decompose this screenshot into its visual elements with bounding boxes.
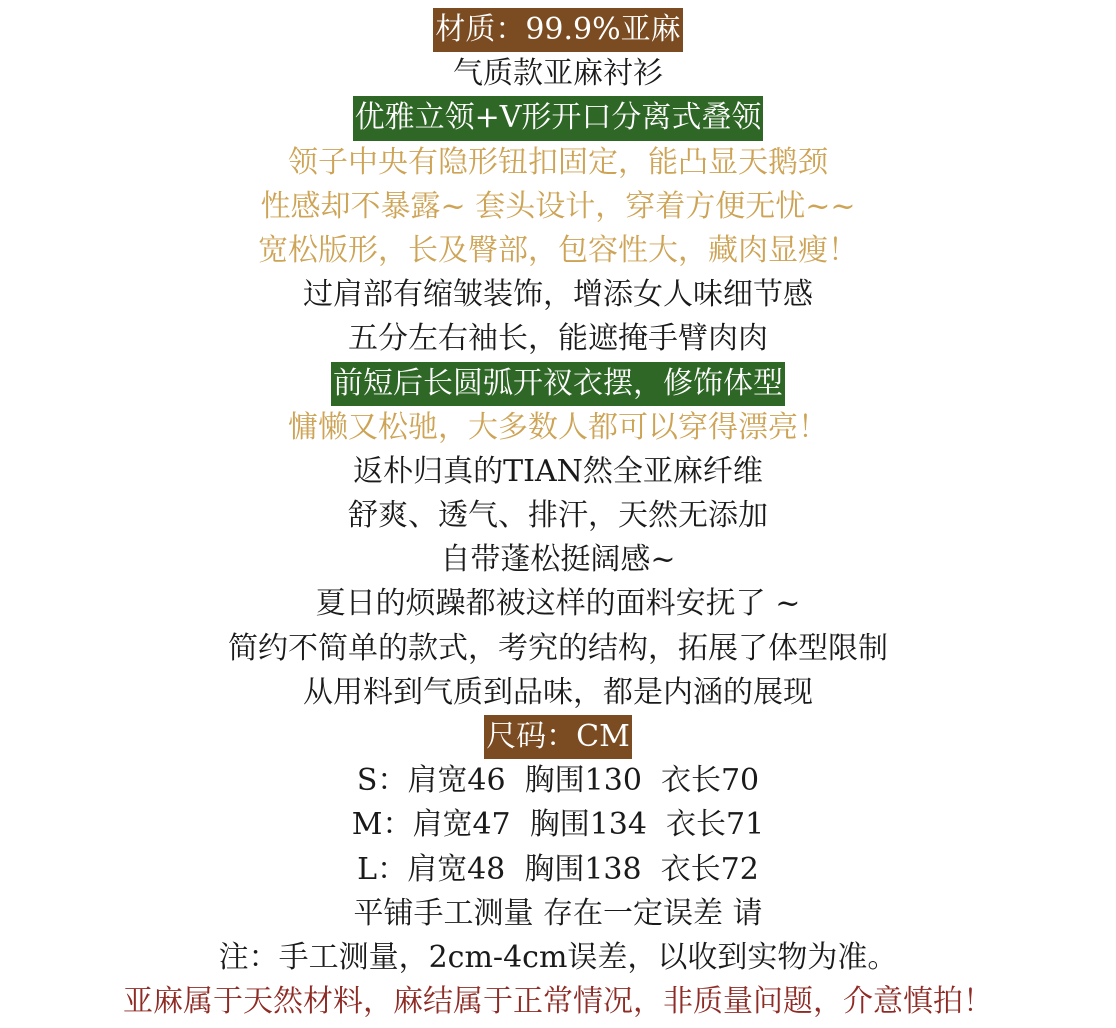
fabric-line-2: 舒爽、透气、排汗，天然无添加 [348, 498, 768, 534]
material-heading: 材质：99.9%亚麻 [0, 8, 1116, 52]
error-note: 注：手工测量，2cm-4cm误差，以收到实物为准。 [218, 939, 898, 975]
measurement-note: 平铺手工测量 存在一定误差 请 [353, 895, 763, 931]
style-line-2: 从用料到气质到品味，都是内涵的展现 [303, 674, 813, 710]
size-row-s: S：肩宽46 胸围130 衣长70 [356, 763, 760, 799]
collar-heading: 优雅立领+V形开口分离式叠领 [0, 96, 1116, 140]
linen-disclaimer: 亚麻属于天然材料，麻结属于正常情况，非质量问题，介意慎拍！ [123, 984, 993, 1020]
size-heading: 尺码：CM [0, 715, 1116, 759]
style-line-1: 简约不简单的款式，考究的结构，拓展了体型限制 [228, 630, 888, 666]
shoulder-detail: 过肩部有缩皱装饰，增添女人味细节感 [303, 277, 813, 313]
hem-heading: 前短后长圆弧开衩衣摆，修饰体型 [0, 362, 1116, 406]
fabric-line-1: 返朴归真的TIAN然全亚麻纤维 [353, 453, 763, 489]
size-row-m: M：肩宽47 胸围134 衣长71 [351, 807, 765, 843]
fabric-line-3: 自带蓬松挺阔感~ [440, 542, 676, 578]
fabric-line-4: 夏日的烦躁都被这样的面料安抚了 ~ [315, 586, 801, 622]
hem-detail: 慵懒又松驰，大多数人都可以穿得漂亮！ [288, 409, 828, 445]
collar-detail-2: 性感却不暴露~ 套头设计，穿着方便无忧~~ [260, 188, 856, 224]
collar-detail-1: 领子中央有隐形钮扣固定，能凸显天鹅颈 [288, 144, 828, 180]
sleeve-detail: 五分左右袖长，能遮掩手臂肉肉 [348, 321, 768, 357]
product-name: 气质款亚麻衬衫 [453, 56, 663, 92]
product-description [0, 8, 1116, 1024]
size-row-l: L：肩宽48 胸围138 衣长72 [357, 851, 759, 887]
fit-detail: 宽松版形，长及臀部，包容性大，藏肉显瘦！ [258, 232, 858, 268]
